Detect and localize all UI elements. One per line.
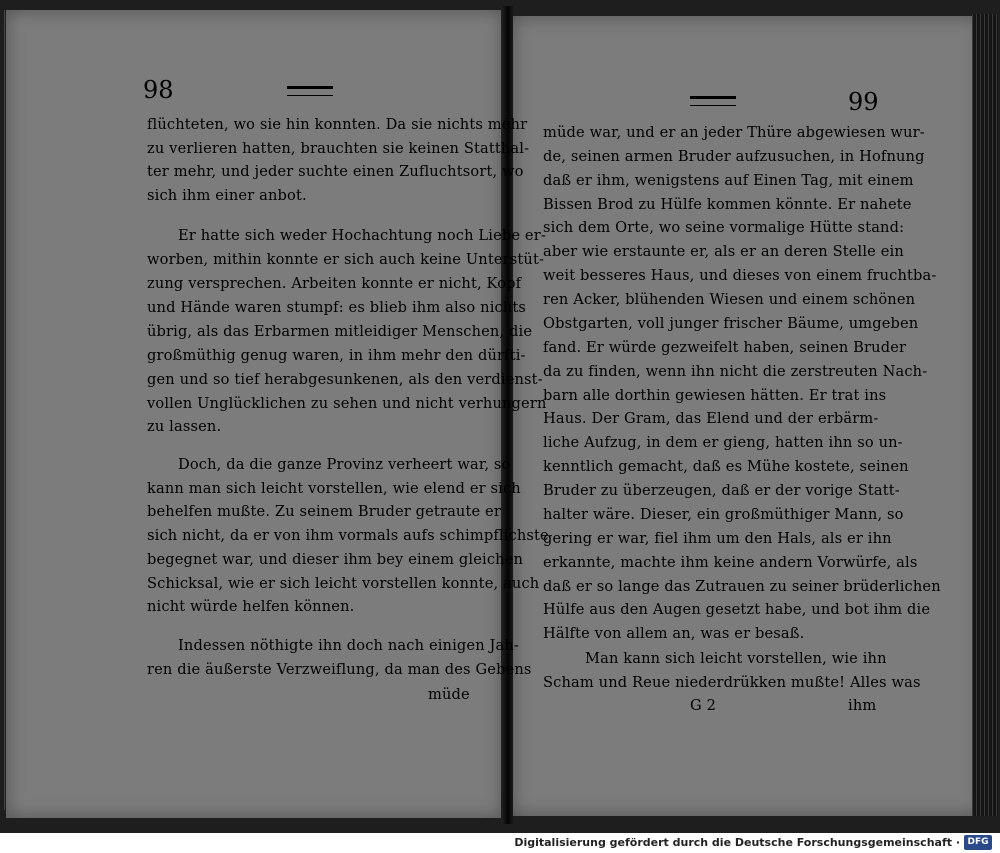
footer-bar <box>0 833 1000 853</box>
right-line: sich dem Orte, wo seine vormalige Hütte stand: <box>543 219 905 236</box>
left-line: vollen Unglücklichen zu sehen und nicht verhungern <box>147 395 547 412</box>
right-line: Bruder zu überzeugen, daß er der vorige Statt- <box>543 482 900 499</box>
right-line: fand. Er würde gezweifelt haben, seinen Bruder <box>543 339 907 356</box>
right-line: ren Acker, blühenden Wiesen und einem schönen <box>543 291 916 308</box>
left-line: nicht würde helfen können. <box>147 598 355 615</box>
right-line: Man kann sich leicht vorstellen, wie ihn <box>585 650 887 667</box>
right-line: liche Aufzug, in dem er gieng, hatten ihn so un- <box>543 434 903 451</box>
right-line: gering er war, fiel ihm um den Hals, als er ihn <box>543 530 892 547</box>
right-line: erkannte, machte ihm keine andern Vorwürfe, als <box>543 554 918 571</box>
left-line: übrig, als das Erbarmen mitleidiger Menschen, die <box>147 323 533 340</box>
right-line: Haus. Der Gram, das Elend und der erbärm- <box>543 410 879 427</box>
funding-credit: Digitalisierung gefördert durch die Deutsche Forschungsgemeinschaft · <box>514 836 960 849</box>
left-page-number: 98 <box>143 76 174 104</box>
left-line: begegnet war, und dieser ihm bey einem gleichen <box>147 551 524 568</box>
left-line: ter mehr, und jeder suchte einen Zufluchtsort, wo <box>147 163 524 180</box>
dfg-logo[interactable]: DFG <box>964 835 992 850</box>
right-line: Bissen Brod zu Hülfe kommen könnte. Er nahete <box>543 196 912 213</box>
right-line: da zu finden, wenn ihn nicht die zerstreuten Nach- <box>543 363 928 380</box>
left-line: zu verlieren hatten, brauchten sie keinen Statthal- <box>147 140 530 157</box>
left-line: Er hatte sich weder Hochachtung noch Liebe er- <box>178 227 546 244</box>
left-line: zung versprechen. Arbeiten konnte er nicht, Kopf <box>147 275 522 292</box>
right-page-edge <box>972 14 998 816</box>
right-line: aber wie erstaunte er, als er an deren Stelle ein <box>543 243 904 260</box>
left-line: gen und so tief herabgesunkenen, als den verdienst- <box>147 371 543 388</box>
left-catchword: müde <box>428 686 470 703</box>
left-line: behelfen mußte. Zu seinem Bruder getraute er <box>147 503 501 520</box>
left-line: kann man sich leicht vorstellen, wie elend er sich <box>147 480 521 497</box>
right-line: Obstgarten, voll junger frischer Bäume, umgeben <box>543 315 919 332</box>
signature-mark: G 2 <box>690 697 717 714</box>
left-line: Doch, da die ganze Provinz verheert war, so <box>178 456 511 473</box>
right-line: daß er so lange das Zutrauen zu seiner brüderlichen <box>543 578 941 595</box>
right-line: Hülfe aus den Augen gesetzt habe, und bot ihm die <box>543 601 931 618</box>
right-header-rule <box>690 96 736 106</box>
left-line: ren die äußerste Verzweiflung, da man des Gebens <box>147 661 532 678</box>
right-line: de, seinen armen Bruder aufzusuchen, in Hofnung <box>543 148 925 165</box>
right-line: weit besseres Haus, und dieses von einem fruchtba- <box>543 267 937 284</box>
left-header-rule <box>287 86 333 96</box>
left-line: großmüthig genug waren, in ihm mehr den dürfti- <box>147 347 526 364</box>
right-line: Scham und Reue niederdrükken mußte! Alles was <box>543 674 921 691</box>
left-line: zu lassen. <box>147 418 222 435</box>
right-line: daß er ihm, wenigstens auf Einen Tag, mit einem <box>543 172 914 189</box>
right-line: halter wäre. Dieser, ein großmüthiger Mann, so <box>543 506 904 523</box>
right-line: kenntlich gemacht, daß es Mühe kostete, seinen <box>543 458 909 475</box>
right-line: Hälfte von allem an, was er besaß. <box>543 625 805 642</box>
left-line: flüchteten, wo sie hin konnten. Da sie nichts mehr <box>147 116 528 133</box>
right-page-number: 99 <box>848 88 879 116</box>
right-catchword: ihm <box>848 697 877 714</box>
left-line: sich ihm einer anbot. <box>147 187 307 204</box>
right-line: müde war, und er an jeder Thüre abgewiesen wur- <box>543 124 925 141</box>
left-line: sich nicht, da er von ihm vormals aufs schimpflichste <box>147 527 549 544</box>
left-line: Indessen nöthigte ihn doch nach einigen Jah- <box>178 637 520 654</box>
left-line: und Hände waren stumpf: es blieb ihm also nichts <box>147 299 527 316</box>
left-line: Schicksal, wie er sich leicht vorstellen konnte, auch <box>147 575 540 592</box>
right-line: barn alle dorthin gewiesen hätten. Er trat ins <box>543 387 887 404</box>
left-line: worben, mithin konnte er sich auch keine Unterstüt- <box>147 251 545 268</box>
